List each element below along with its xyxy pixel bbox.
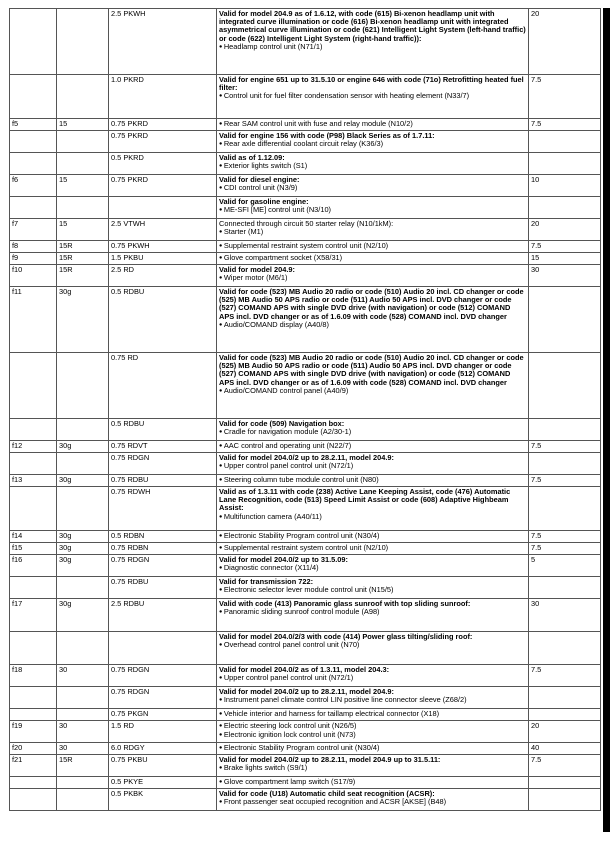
- fuse-rating-cell: [529, 687, 601, 709]
- table-row: [10, 475, 601, 487]
- description-cell: [217, 75, 529, 119]
- table-row: [10, 543, 601, 555]
- table-row: [10, 131, 601, 153]
- description-cell: [217, 743, 529, 755]
- amperage-cell: [57, 632, 109, 665]
- validity-condition: Valid for engine 156 with code (P98) Black Series as of 1.7.11:: [219, 130, 435, 140]
- fuse-cell: [10, 487, 57, 531]
- amperage-cell: [57, 131, 109, 153]
- description-cell: [217, 555, 529, 577]
- description-cell: [217, 487, 529, 531]
- wire-cell: [109, 197, 217, 219]
- amperage-cell: [57, 9, 109, 75]
- description-cell: [217, 441, 529, 453]
- validity-condition: Valid with code (413) Panoramic glass sunroof with top sliding sunroof:: [219, 598, 471, 608]
- fuse-rating-cell: [529, 487, 601, 531]
- wire-cell: 0.75 RDGN: [109, 665, 217, 687]
- fuse-cell: [10, 632, 57, 665]
- description-cell: [217, 287, 529, 353]
- consumer-item: ● Electronic Stability Program control unit (N30/4): [219, 532, 526, 541]
- fuse-cell: f13: [10, 475, 57, 487]
- description-cell: [217, 755, 529, 777]
- amperage-cell: [57, 153, 109, 175]
- amperage-cell: 15R: [57, 253, 109, 265]
- table-row: [10, 777, 601, 789]
- consumer-item: ● Starter (M1): [219, 228, 526, 237]
- consumer-item: ● Steering column tube module control unit (N80): [219, 476, 526, 485]
- fuse-cell: f14: [10, 531, 57, 543]
- consumer-item: ● Audio/COMAND display (A40/8): [219, 321, 526, 330]
- validity-condition: Valid for model 204.9 as of 1.6.12, with code (615) Bi-xenon headlamp unit with integrated curve illumination or code (616) Bi-xenon headlamp unit with integrated asymmetrical curve illumination or code (621) Intelligent Light System (left-hand traffic) or code (622) Intelligent Light System (right-hand traffic)):: [219, 8, 526, 43]
- amperage-cell: 30g: [57, 475, 109, 487]
- wire-cell: 0.75 RDGN: [109, 555, 217, 577]
- description-cell: [217, 599, 529, 632]
- table-row: [10, 241, 601, 253]
- amperage-cell: 15: [57, 119, 109, 131]
- validity-condition: Valid for code (523) MB Audio 20 radio or code (510) Audio 20 incl. CD changer or code (525) MB Audio 50 APS radio or code (511) Audio 50 APS incl. DVD changer or code (527) COMAND APS with single DVD drive (with navigation) or code (512) COMAND APS incl. DVD changer or as of 1.6.09 with code (528) COMAND incl. DVD changer: [219, 286, 524, 321]
- validity-condition: Valid for model 204.0/2/3 with code (414) Power glass tilting/sliding roof:: [219, 631, 473, 641]
- amperage-cell: 30: [57, 743, 109, 755]
- table-row: [10, 555, 601, 577]
- wire-cell: 0.5 PKYE: [109, 777, 217, 789]
- description-cell: [217, 789, 529, 811]
- fuse-rating-cell: [529, 353, 601, 419]
- fuse-rating-cell: [529, 419, 601, 441]
- consumer-item: ● Electronic ignition lock control unit (N73): [219, 731, 526, 740]
- consumer-item: ● Rear axle differential coolant circuit relay (K36/3): [219, 140, 526, 149]
- table-row: [10, 709, 601, 721]
- wire-cell: 0.75 RDGN: [109, 687, 217, 709]
- consumer-item: ● Electronic selector lever module control unit (N15/5): [219, 586, 526, 595]
- fuse-cell: f6: [10, 175, 57, 197]
- consumer-item: ● Diagnostic connector (X11/4): [219, 564, 526, 573]
- table-row: [10, 721, 601, 743]
- description-cell: [217, 265, 529, 287]
- table-row: [10, 287, 601, 353]
- description-cell: [217, 131, 529, 153]
- amperage-cell: [57, 709, 109, 721]
- description-cell: [217, 577, 529, 599]
- wire-cell: [109, 632, 217, 665]
- amperage-cell: 30g: [57, 555, 109, 577]
- table-row: [10, 219, 601, 241]
- table-row: [10, 632, 601, 665]
- wire-cell: 2.5 RDBU: [109, 599, 217, 632]
- consumer-item: ● Vehicle interior and harness for taillamp electrical connector (X18): [219, 710, 526, 719]
- fuse-rating-cell: [529, 453, 601, 475]
- description-cell: [217, 531, 529, 543]
- fuse-cell: [10, 789, 57, 811]
- table-row: [10, 119, 601, 131]
- validity-condition: Valid as of 1.3.11 with code (238) Active Lane Keeping Assist, code (476) Automatic Lane Recognition, code (513) Speed Limit Assist or code (608) Adaptive Highbeam Assist:: [219, 486, 511, 513]
- amperage-cell: 15: [57, 219, 109, 241]
- fuse-rating-cell: 7.5: [529, 441, 601, 453]
- amperage-cell: [57, 687, 109, 709]
- consumer-item: ● Upper control panel control unit (N72/1): [219, 674, 526, 683]
- consumer-item: ● Upper control panel control unit (N72/1): [219, 462, 526, 471]
- fuse-cell: [10, 75, 57, 119]
- table-row: [10, 265, 601, 287]
- amperage-cell: 15R: [57, 241, 109, 253]
- amperage-cell: 30g: [57, 287, 109, 353]
- fuse-cell: [10, 353, 57, 419]
- fuse-cell: [10, 9, 57, 75]
- consumer-item: ● Supplemental restraint system control unit (N2/10): [219, 544, 526, 553]
- fuse-rating-cell: 7.5: [529, 75, 601, 119]
- fuse-cell: f16: [10, 555, 57, 577]
- fuse-cell: [10, 577, 57, 599]
- fuse-cell: f11: [10, 287, 57, 353]
- table-row: [10, 441, 601, 453]
- description-cell: [217, 777, 529, 789]
- fuse-cell: f18: [10, 665, 57, 687]
- description-cell: [217, 475, 529, 487]
- fuse-rating-cell: [529, 287, 601, 353]
- wire-cell: 0.75 RDWH: [109, 487, 217, 531]
- description-cell: [217, 453, 529, 475]
- validity-condition: Valid for model 204.9:: [219, 264, 295, 274]
- fuse-rating-cell: 5: [529, 555, 601, 577]
- fuse-rating-cell: 7.5: [529, 475, 601, 487]
- description-cell: [217, 665, 529, 687]
- wire-cell: 0.75 PKGN: [109, 709, 217, 721]
- wire-cell: 2.5 PKWH: [109, 9, 217, 75]
- fuse-rating-cell: 10: [529, 175, 601, 197]
- table-row: [10, 743, 601, 755]
- fuse-cell: [10, 131, 57, 153]
- consumer-item: ● Multifunction camera (A40/11): [219, 513, 526, 522]
- wire-cell: 0.5 PKBK: [109, 789, 217, 811]
- consumer-item: ● Supplemental restraint system control unit (N2/10): [219, 242, 526, 251]
- validity-condition: Valid for code (523) MB Audio 20 radio or code (510) Audio 20 incl. CD changer or code (525) MB Audio 50 APS radio or code (511) Audio 50 APS incl. DVD changer or code (527) COMAND APS with single DVD drive (with navigation) or code (512) COMAND APS incl. DVD changer or as of 1.6.09 with code (528) COMAND incl. DVD changer: [219, 352, 524, 387]
- wire-cell: 0.75 RDBU: [109, 577, 217, 599]
- consumer-item: ● Front passenger seat occupied recognition and ACSR [AKSE] (B48): [219, 798, 526, 807]
- validity-condition: Valid for code (509) Navigation box:: [219, 418, 345, 428]
- amperage-cell: [57, 419, 109, 441]
- fuse-rating-cell: 7.5: [529, 665, 601, 687]
- amperage-cell: [57, 789, 109, 811]
- fuse-cell: f15: [10, 543, 57, 555]
- description-cell: [217, 219, 529, 241]
- validity-condition: Valid for model 204.0/2 up to 28.2.11, model 204.9:: [219, 686, 394, 696]
- description-cell: [217, 153, 529, 175]
- consumer-item: ● Panoramic sliding sunroof control module (A98): [219, 608, 526, 617]
- fuse-cell: f12: [10, 441, 57, 453]
- table-row: [10, 755, 601, 777]
- amperage-cell: 30: [57, 721, 109, 743]
- consumer-item: ● AAC control and operating unit (N22/7): [219, 442, 526, 451]
- fuse-rating-cell: 40: [529, 743, 601, 755]
- fuse-rating-cell: 20: [529, 9, 601, 75]
- validity-condition: Valid for diesel engine:: [219, 174, 300, 184]
- consumer-item: ● Overhead control panel control unit (N70): [219, 641, 526, 650]
- fuse-cell: [10, 777, 57, 789]
- amperage-cell: [57, 75, 109, 119]
- fuse-rating-cell: [529, 197, 601, 219]
- fuse-allocation-page: [9, 8, 600, 811]
- fuse-cell: f8: [10, 241, 57, 253]
- consumer-item: ● Instrument panel climate control LIN positive line connector sleeve (Z68/2): [219, 696, 526, 705]
- validity-condition: Valid for engine 651 up to 31.5.10 or engine 646 with code (71o) Retrofitting heated fuel filter:: [219, 74, 524, 92]
- fuse-cell: [10, 197, 57, 219]
- wire-cell: 0.75 PKRD: [109, 131, 217, 153]
- validity-condition: Valid for model 204.0/2 as of 1.3.11, model 204.3:: [219, 664, 390, 674]
- table-row: [10, 789, 601, 811]
- description-cell: [217, 632, 529, 665]
- fuse-cell: [10, 709, 57, 721]
- description-cell: [217, 353, 529, 419]
- table-row: [10, 75, 601, 119]
- consumer-item: ● Brake lights switch (S9/1): [219, 764, 526, 773]
- wire-cell: 1.5 PKBU: [109, 253, 217, 265]
- wire-cell: 0.75 RDVT: [109, 441, 217, 453]
- validity-condition: Valid as of 1.12.09:: [219, 152, 285, 162]
- consumer-item: ● CDI control unit (N3/9): [219, 184, 526, 193]
- description-cell: [217, 197, 529, 219]
- wire-cell: 2.5 RD: [109, 265, 217, 287]
- description-cell: [217, 543, 529, 555]
- fuse-rating-cell: 7.5: [529, 755, 601, 777]
- fuse-cell: [10, 419, 57, 441]
- fuse-cell: f7: [10, 219, 57, 241]
- fuse-cell: [10, 153, 57, 175]
- amperage-cell: 30g: [57, 599, 109, 632]
- fuse-rating-cell: 7.5: [529, 531, 601, 543]
- description-text: Connected through circuit 50 starter relay (N10/1kM):: [219, 218, 394, 228]
- wire-cell: 0.75 RD: [109, 353, 217, 419]
- table-row: [10, 531, 601, 543]
- table-row: [10, 453, 601, 475]
- amperage-cell: 30g: [57, 543, 109, 555]
- amperage-cell: 30: [57, 665, 109, 687]
- amperage-cell: 15R: [57, 755, 109, 777]
- consumer-item: ● Electronic Stability Program control unit (N30/4): [219, 744, 526, 753]
- description-cell: [217, 9, 529, 75]
- amperage-cell: 30g: [57, 441, 109, 453]
- table-row: [10, 197, 601, 219]
- fuse-rating-cell: [529, 153, 601, 175]
- consumer-item: ● Rear SAM control unit with fuse and relay module (N10/2): [219, 120, 526, 129]
- amperage-cell: [57, 453, 109, 475]
- fuse-rating-cell: 7.5: [529, 119, 601, 131]
- amperage-cell: [57, 577, 109, 599]
- table-row: [10, 353, 601, 419]
- table-row: [10, 175, 601, 197]
- table-row: [10, 665, 601, 687]
- wire-cell: 0.5 RDBU: [109, 419, 217, 441]
- fuse-rating-cell: 15: [529, 253, 601, 265]
- description-cell: [217, 175, 529, 197]
- fuse-cell: f21: [10, 755, 57, 777]
- wire-cell: 0.75 RDBU: [109, 475, 217, 487]
- wire-cell: 0.5 PKRD: [109, 153, 217, 175]
- fuse-allocation-table: [9, 8, 601, 811]
- amperage-cell: [57, 353, 109, 419]
- table-row: [10, 487, 601, 531]
- wire-cell: 0.5 RDBU: [109, 287, 217, 353]
- table-row: [10, 253, 601, 265]
- wire-cell: 0.75 PKWH: [109, 241, 217, 253]
- table-row: [10, 153, 601, 175]
- description-cell: [217, 241, 529, 253]
- fuse-cell: f20: [10, 743, 57, 755]
- consumer-item: ● Headlamp control unit (N71/1): [219, 43, 526, 52]
- fuse-rating-cell: [529, 789, 601, 811]
- description-cell: [217, 119, 529, 131]
- consumer-item: ● Glove compartment socket (X58/31): [219, 254, 526, 263]
- wire-cell: 6.0 RDGY: [109, 743, 217, 755]
- fuse-rating-cell: 20: [529, 721, 601, 743]
- validity-condition: Valid for model 204.0/2 up to 28.2.11, model 204.9 up to 31.5.11:: [219, 754, 441, 764]
- fuse-rating-cell: [529, 709, 601, 721]
- amperage-cell: [57, 487, 109, 531]
- amperage-cell: [57, 777, 109, 789]
- fuse-rating-cell: 20: [529, 219, 601, 241]
- consumer-item: ● Electric steering lock control unit (N26/5): [219, 722, 526, 731]
- fuse-rating-cell: [529, 632, 601, 665]
- fuse-rating-cell: 30: [529, 265, 601, 287]
- wire-cell: 0.75 PKBU: [109, 755, 217, 777]
- fuse-rating-cell: 7.5: [529, 543, 601, 555]
- fuse-cell: [10, 687, 57, 709]
- consumer-item: ● Control unit for fuel filter condensation sensor with heating element (N33/7): [219, 92, 526, 101]
- fuse-cell: f9: [10, 253, 57, 265]
- wire-cell: 0.75 RDGN: [109, 453, 217, 475]
- consumer-item: ● ME-SFI [ME] control unit (N3/10): [219, 206, 526, 215]
- fuse-rating-cell: 30: [529, 599, 601, 632]
- validity-condition: Valid for model 204.0/2 up to 28.2.11, model 204.9:: [219, 452, 394, 462]
- validity-condition: Valid for code (U18) Automatic child seat recognition (ACSR):: [219, 788, 435, 798]
- wire-cell: 0.75 PKRD: [109, 119, 217, 131]
- consumer-item: ● Audio/COMAND control panel (A40/9): [219, 387, 526, 396]
- amperage-cell: 30g: [57, 531, 109, 543]
- validity-condition: Valid for transmission 722:: [219, 576, 314, 586]
- fuse-rating-cell: 7.5: [529, 241, 601, 253]
- wire-cell: 1.0 PKRD: [109, 75, 217, 119]
- validity-condition: Valid for gasoline engine:: [219, 196, 309, 206]
- table-row: [10, 599, 601, 632]
- wire-cell: 0.75 PKRD: [109, 175, 217, 197]
- description-cell: [217, 253, 529, 265]
- table-row: [10, 687, 601, 709]
- fuse-cell: f5: [10, 119, 57, 131]
- validity-condition: Valid for model 204.0/2 up to 31.5.09:: [219, 554, 348, 564]
- wire-cell: 2.5 VTWH: [109, 219, 217, 241]
- wire-cell: 0.5 RDBN: [109, 531, 217, 543]
- table-row: [10, 9, 601, 75]
- wire-cell: 1.5 RD: [109, 721, 217, 743]
- description-cell: [217, 721, 529, 743]
- table-row: [10, 419, 601, 441]
- amperage-cell: [57, 197, 109, 219]
- fuse-cell: f19: [10, 721, 57, 743]
- description-cell: [217, 687, 529, 709]
- fuse-rating-cell: [529, 777, 601, 789]
- description-cell: [217, 709, 529, 721]
- consumer-item: ● Exterior lights switch (S1): [219, 162, 526, 171]
- amperage-cell: 15R: [57, 265, 109, 287]
- fuse-rating-cell: [529, 577, 601, 599]
- fuse-cell: f10: [10, 265, 57, 287]
- description-cell: [217, 419, 529, 441]
- wire-cell: 0.75 RDBN: [109, 543, 217, 555]
- consumer-item: ● Cradle for navigation module (A2/30-1): [219, 428, 526, 437]
- fuse-cell: f17: [10, 599, 57, 632]
- amperage-cell: 15: [57, 175, 109, 197]
- consumer-item: ● Wiper motor (M6/1): [219, 274, 526, 283]
- table-row: [10, 577, 601, 599]
- fuse-rating-cell: [529, 131, 601, 153]
- consumer-item: ● Glove compartment lamp switch (S17/9): [219, 778, 526, 787]
- fuse-cell: [10, 453, 57, 475]
